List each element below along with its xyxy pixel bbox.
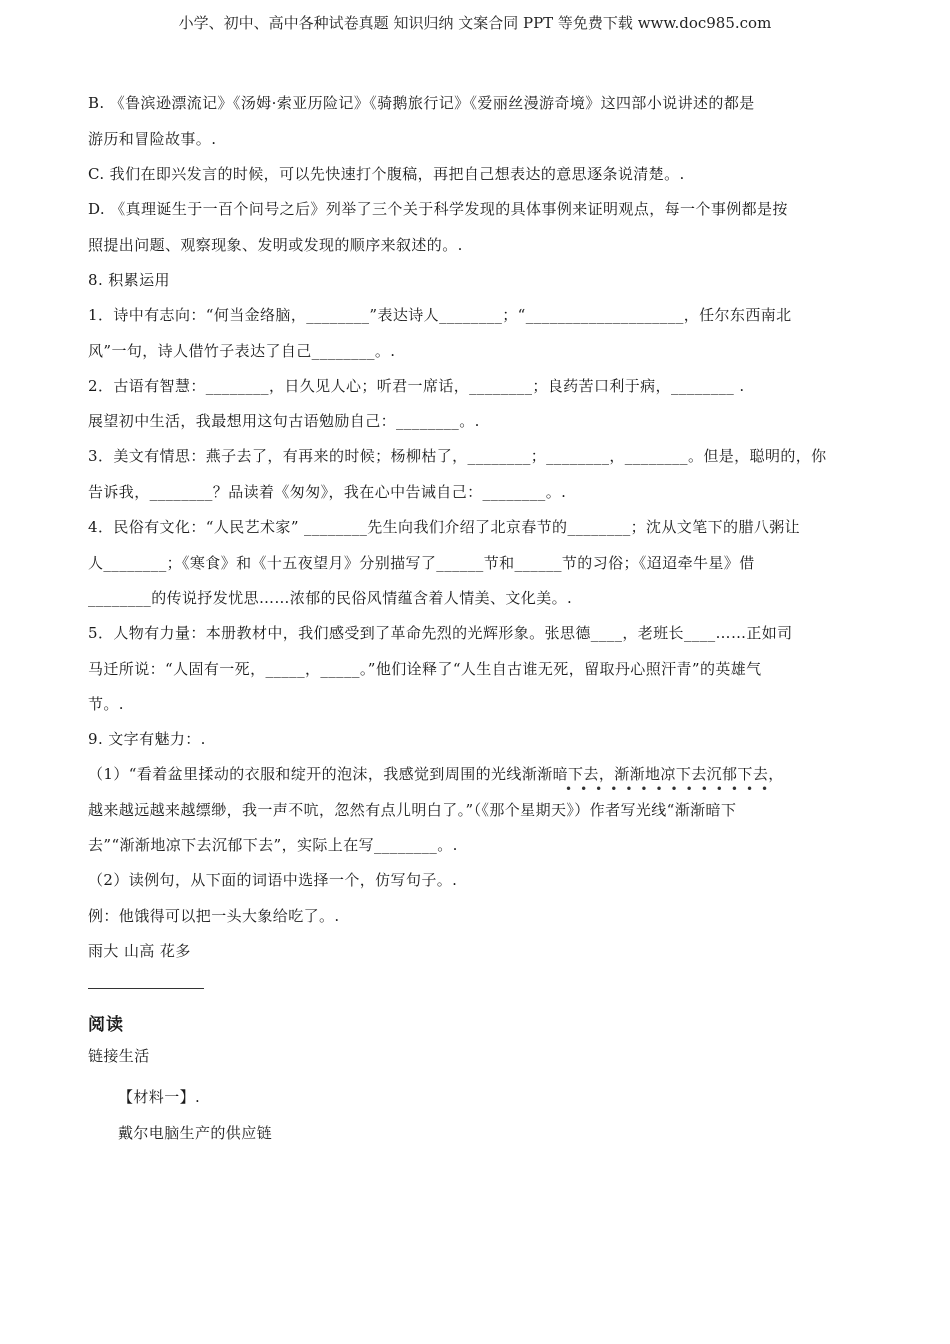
- q9-part-1-line-3: 去”“渐渐地凉下去沉郁下去”，实际上在写________。.: [88, 836, 458, 854]
- emphasis-dots: ••••••••••••••: [565, 782, 777, 796]
- material-label: 【材料一】.: [118, 1088, 201, 1106]
- q8-item-2-line-1: 2．古语有智慧：________，日久见人心；听君一席话，________；良药苦口利于病，________ .: [88, 377, 745, 395]
- q9-word-choices: 雨大 山高 花多: [88, 942, 191, 960]
- q8-item-2-line-2: 展望初中生活，我最想用这句古语勉励自己：________。.: [88, 412, 480, 430]
- option-b-line-2: 游历和冒险故事。.: [88, 130, 217, 148]
- option-d-line-1: D. 《真理诞生于一百个问号之后》列举了三个关于科学发现的具体事例来证明观点，每一个事例都是按: [88, 200, 788, 218]
- reading-section-title: 阅读: [88, 1015, 124, 1035]
- page-header: 小学、初中、高中各种试卷真题 知识归纳 文案合同 PPT 等免费下载 www.doc985.com: [178, 14, 772, 32]
- q8-item-5-line-2: 马迁所说：“人固有一死，_____，_____。”他们诠释了“人生自古谁无死，留取丹心照汗青”的英雄气: [88, 660, 762, 678]
- q9-part-1-line-2: 越来越远越来越缥缈，我一声不吭，忽然有点儿明白了。”（《那个星期天》）作者写光线“渐渐暗下: [88, 801, 737, 819]
- q8-item-5-line-3: 节。.: [88, 695, 124, 713]
- option-c-line: C. 我们在即兴发言的时候，可以先快速打个腹稿，再把自己想表达的意思逐条说清楚。.: [88, 165, 685, 183]
- q8-item-1-line-2: 风”一句，诗人借竹子表达了自己________。.: [88, 342, 396, 360]
- q8-item-4-line-2: 人________；《寒食》和《十五夜望月》分别描写了______节和______节的习俗；《迢迢牵牛星》借: [88, 554, 755, 572]
- answer-blank-line: [88, 974, 204, 989]
- q9-part-2-instruction: （2）读例句，从下面的词语中选择一个，仿写句子。.: [88, 871, 458, 889]
- q8-item-4-line-3: ________的传说抒发忧思……浓郁的民俗风情蕴含着人情美、文化美。.: [88, 589, 573, 607]
- question-9-title: 9. 文字有魅力：.: [88, 730, 206, 748]
- option-b-line-1: B. 《鲁滨逊漂流记》《汤姆·索亚历险记》《骑鹅旅行记》《爱丽丝漫游奇境》这四部小说讲述的都是: [88, 94, 755, 112]
- q8-item-3-line-1: 3．美文有情思：燕子去了，有再来的时候；杨柳枯了，________；________，________。但是，聪明的，你: [88, 447, 827, 465]
- q8-item-4-line-1: 4．民俗有文化：“人民艺术家” ________先生向我们介绍了北京春节的________；沈从文笔下的腊八粥让: [88, 518, 801, 536]
- q8-item-3-line-2: 告诉我，________？品读着《匆匆》，我在心中告诫自己：________。.: [88, 483, 567, 501]
- q8-item-5-line-1: 5．人物有力量：本册教材中，我们感受到了革命先烈的光辉形象。张思德____，老班长____……正如司: [88, 624, 793, 642]
- material-caption: 戴尔电脑生产的供应链: [118, 1124, 273, 1142]
- q9-example-sentence: 例：他饿得可以把一头大象给吃了。.: [88, 907, 340, 925]
- q9-part-1-line-1: （1）“看着盆里揉动的衣服和绽开的泡沫，我感觉到周围的光线渐渐暗下去，渐渐地凉下去沉郁下去，: [88, 765, 784, 783]
- question-8-title: 8. 积累运用: [88, 271, 170, 289]
- reading-subtitle: 链接生活: [88, 1047, 150, 1065]
- option-d-line-2: 照提出问题、观察现象、发明或发现的顺序来叙述的。.: [88, 236, 463, 254]
- q8-item-1-line-1: 1．诗中有志向：“何当金络脑，________”表达诗人________；“____________________，任尔东西南北: [88, 306, 792, 324]
